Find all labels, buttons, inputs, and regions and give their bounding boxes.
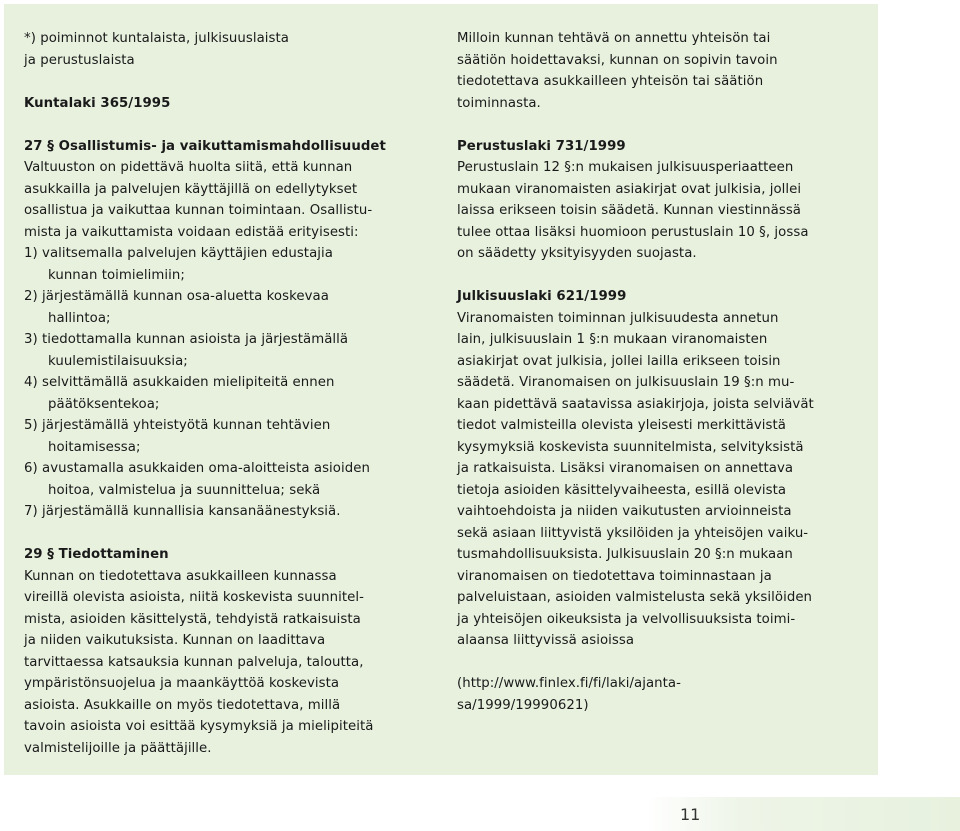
body-line: kaan pidettävä saatavissa asiakirjoja, joista selviävät bbox=[457, 396, 814, 412]
finlex-link-cont[interactable]: sa/1999/19990621) bbox=[457, 697, 589, 713]
body-line: vaihtoehdoista ja niiden vaikutusten arvioinneista bbox=[457, 504, 792, 519]
finlex-link[interactable]: (http://www.finlex.fi/fi/laki/ajanta- bbox=[457, 676, 681, 691]
list-item: 2) järjestämällä kunnan osa-aluetta koskevaa bbox=[24, 289, 329, 304]
body-line: ja niiden vaikutuksista. Kunnan on laadittava bbox=[24, 633, 326, 648]
body-line: tiedot valmisteilla olevista yleisesti merkittävistä bbox=[457, 418, 786, 433]
body-line: Viranomaisten toiminnan julkisuudesta annetun bbox=[457, 310, 779, 326]
section-27-title: 27 § Osallistumis- ja vaikuttamismahdollisuudet bbox=[24, 138, 386, 154]
body-line: mista, asioiden käsittelystä, tehdyistä ratkaisuista bbox=[24, 611, 361, 627]
body-line: asukkailla ja palvelujen käyttäjillä on edellytykset bbox=[24, 181, 358, 197]
body-line: tietoja asioiden käsittelyvaiheesta, esillä olevista bbox=[457, 482, 787, 498]
body-line: tavoin asioista voi esittää kysymyksiä ja mielipiteitä bbox=[24, 719, 374, 734]
section-29-title: 29 § Tiedottaminen bbox=[24, 547, 169, 562]
list-item: 3) tiedottamalla kunnan asioista ja järjestämällä bbox=[24, 332, 349, 347]
heading-perustuslaki: Perustuslaki 731/1999 bbox=[457, 138, 626, 154]
list-item: 1) valitsemalla palvelujen käyttäjien edustajia bbox=[24, 246, 333, 261]
body-line: säätiön hoidettavaksi, kunnan on sopivin tavoin bbox=[457, 52, 778, 68]
body-line: tarvittaessa katsauksia kunnan palveluja, taloutta, bbox=[24, 654, 364, 670]
body-line: ympäristönsuojelua ja maankäyttöä koskevista bbox=[24, 676, 340, 691]
body-line: ja ratkaisuista. Lisäksi viranomaisen on annettava bbox=[457, 461, 794, 476]
body-line: Milloin kunnan tehtävä on annettu yhteisön tai bbox=[457, 31, 771, 46]
intro-line: *) poiminnot kuntalaista, julkisuuslaista bbox=[24, 31, 289, 46]
body-line: tusmahdollisuuksista. Julkisuuslain 20 §:n mukaan bbox=[457, 547, 793, 562]
body-line: sekä asiaan liittyvistä yksilöiden ja yhteisöjen vaiku- bbox=[457, 525, 809, 541]
intro-line: ja perustuslaista bbox=[24, 52, 135, 68]
body-line: valmistelijoille ja päättäjille. bbox=[24, 740, 212, 756]
list-item: 5) järjestämällä yhteistyötä kunnan tehtävien bbox=[24, 418, 331, 433]
body-line: tiedotettava asukkailleen yhteisön tai säätiön bbox=[457, 74, 764, 89]
body-line: laissa erikseen toisin säädetä. Kunnan viestinnässä bbox=[457, 203, 802, 218]
list-item-cont: hoitoa, valmistelua ja suunnittelua; sekä bbox=[48, 482, 321, 498]
list-item: 4) selvittämällä asukkaiden mielipiteitä ennen bbox=[24, 375, 335, 390]
list-item-cont: hoitamisessa; bbox=[48, 439, 141, 455]
list-item: 6) avustamalla asukkaiden oma-aloitteista asioiden bbox=[24, 461, 370, 476]
body-line: palveluistaan, asioiden valmistelusta sekä yksilöiden bbox=[457, 590, 813, 605]
body-line: alaansa liittyvissä asioissa bbox=[457, 633, 635, 648]
content-panel bbox=[4, 4, 878, 775]
body-line: säädetä. Viranomaisen on julkisuuslain 19 §:n mu- bbox=[457, 375, 795, 390]
body-line: viranomaisen on tiedotettava toiminnastaan ja bbox=[457, 568, 772, 584]
list-item-cont: kuulemistilaisuuksia; bbox=[48, 353, 188, 369]
list-item: 7) järjestämällä kunnallisia kansanäänestyksiä. bbox=[24, 504, 341, 519]
body-line: asioista. Asukkaille on myös tiedotettava, millä bbox=[24, 697, 341, 713]
body-line: on säädetty yksityisyyden suojasta. bbox=[457, 246, 697, 261]
body-line: lain, julkisuuslain 1 §:n mukaan viranomaisten bbox=[457, 332, 768, 347]
page-number: 11 bbox=[680, 805, 701, 824]
body-line: osallistua ja vaikuttaa kunnan toimintaan. Osallistu- bbox=[24, 203, 373, 218]
body-line: mukaan viranomaisten asiakirjat ovat julkisia, jollei bbox=[457, 181, 802, 197]
body-line: kysymyksiä koskevista suunnitelmista, selvityksistä bbox=[457, 439, 804, 455]
body-line: toiminnasta. bbox=[457, 95, 541, 111]
list-item-cont: päätöksentekoa; bbox=[48, 396, 160, 412]
right-column bbox=[457, 28, 869, 716]
body-line: asiakirjat ovat julkisia, jollei lailla erikseen toisin bbox=[457, 353, 781, 369]
heading-kuntalaki: Kuntalaki 365/1995 bbox=[24, 95, 171, 111]
body-line: vireillä olevista asioista, niitä koskevista suunnitel- bbox=[24, 590, 364, 605]
left-column bbox=[24, 28, 419, 759]
body-line: mista ja vaikuttamista voidaan edistää erityisesti: bbox=[24, 224, 359, 240]
body-line: tulee ottaa lisäksi huomioon perustuslain 10 §, jossa bbox=[457, 224, 809, 240]
body-line: Valtuuston on pidettävä huolta siitä, että kunnan bbox=[24, 160, 353, 175]
heading-julkisuuslaki: Julkisuuslaki 621/1999 bbox=[457, 289, 627, 304]
list-item-cont: hallintoa; bbox=[48, 310, 111, 326]
list-item-cont: kunnan toimielimiin; bbox=[48, 267, 185, 283]
body-line: Perustuslain 12 §:n mukaisen julkisuusperiaatteen bbox=[457, 160, 794, 175]
body-line: Kunnan on tiedotettava asukkailleen kunnassa bbox=[24, 568, 337, 584]
body-line: ja yhteisöjen oikeuksista ja velvollisuuksista toimi- bbox=[457, 611, 796, 627]
